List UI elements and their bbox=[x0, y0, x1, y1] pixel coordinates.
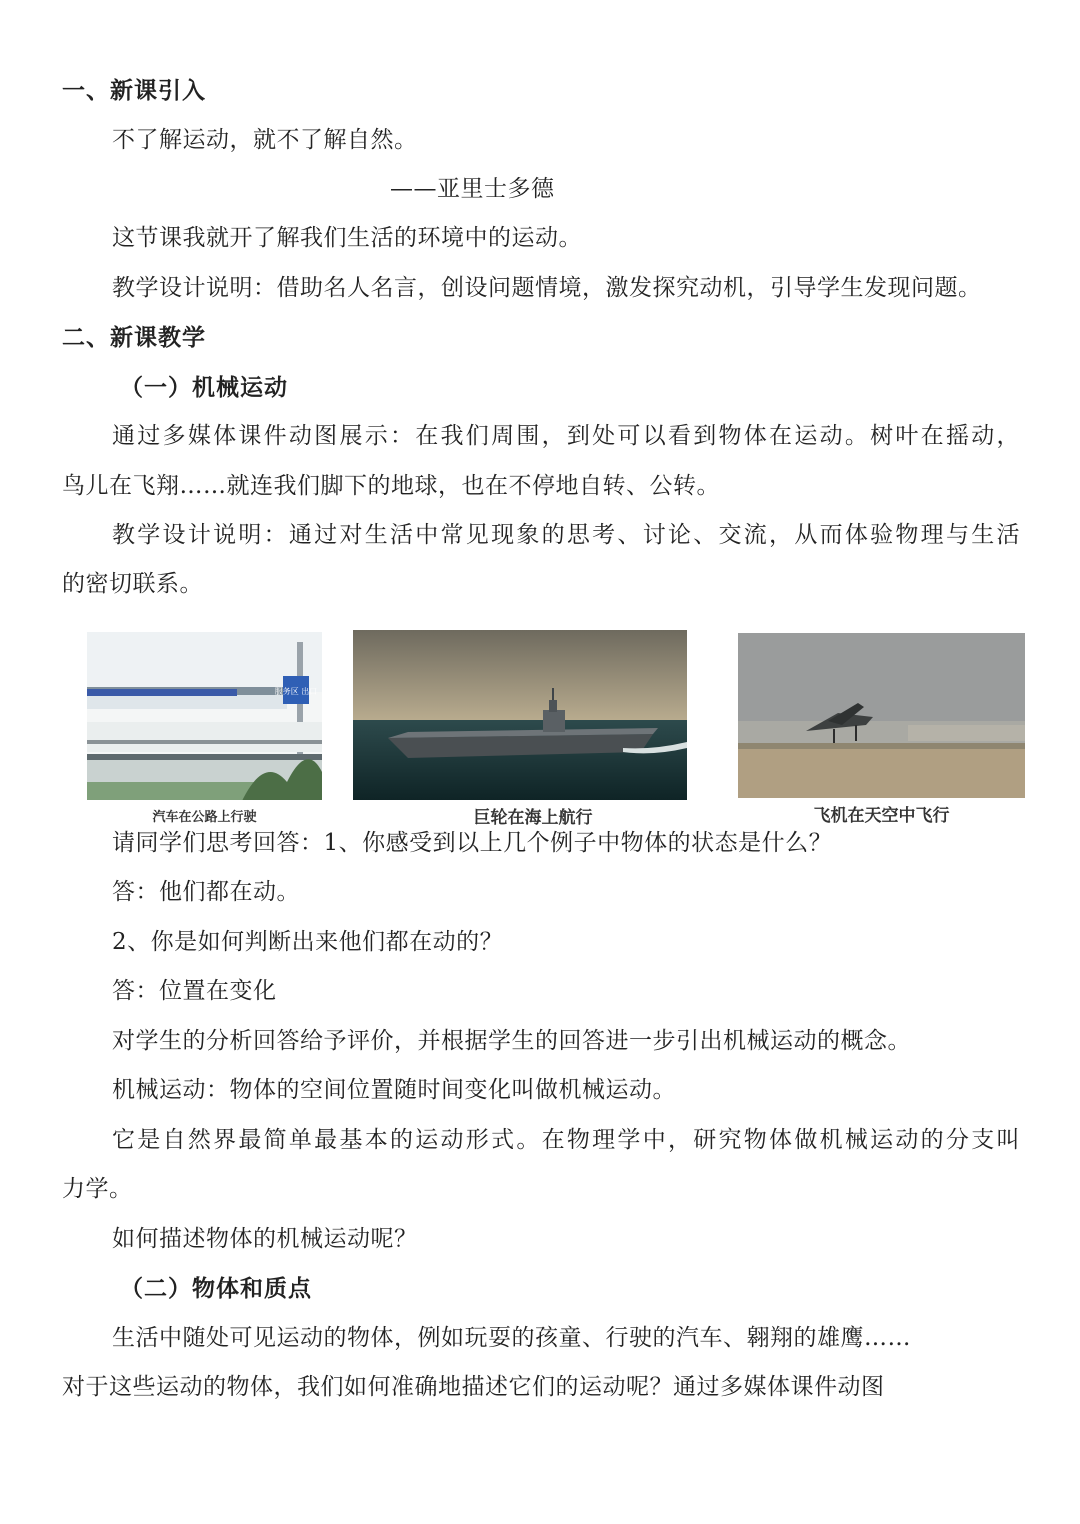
objects-paragraph-line2: 对于这些运动的物体，我们如何准确地描述它们的运动呢？通过多媒体课件动图 bbox=[62, 1374, 885, 1400]
mechanics-paragraph-line1: 它是自然界最简单最基本的运动形式。在物理学中，研究物体做机械运动的分支叫 bbox=[112, 1127, 1020, 1153]
design-note-1: 教学设计说明：借助名人名言，创设问题情境，激发探究动机，引导学生发现问题。 bbox=[112, 275, 982, 301]
car-on-highway-image bbox=[87, 632, 322, 812]
describe-motion-question: 如何描述物体的机械运动呢？ bbox=[112, 1226, 418, 1252]
aircraft-carrier-image bbox=[353, 630, 687, 800]
design-note-2-line1: 教学设计说明：通过对生活中常见现象的思考、讨论、交流，从而体验物理与生活 bbox=[112, 522, 1020, 548]
famous-quote: 不了解运动，就不了解自然。 bbox=[112, 127, 418, 153]
quote-attribution: ——亚里士多德 bbox=[390, 176, 555, 202]
airplane-image bbox=[738, 633, 1025, 798]
intro-paragraph: 这节课我就开了解我们生活的环境中的运动。 bbox=[112, 225, 582, 251]
answer-2: 答：位置在变化 bbox=[112, 978, 277, 1004]
image-caption-ship: 巨轮在海上航行 bbox=[473, 808, 593, 828]
design-note-2-line2: 的密切联系。 bbox=[62, 571, 203, 597]
evaluation-paragraph: 对学生的分析回答给予评价，并根据学生的回答进一步引出机械运动的概念。 bbox=[112, 1028, 911, 1054]
image-caption-airplane: 飞机在天空中飞行 bbox=[813, 806, 950, 826]
road-sign-text: 服务区 出口 bbox=[274, 687, 318, 696]
image-caption-car: 汽车在公路上行驶 bbox=[152, 810, 257, 825]
question-2: 2、你是如何判断出来他们都在动的？ bbox=[112, 929, 504, 955]
section-heading-teaching: 二、新课教学 bbox=[62, 324, 206, 351]
definition-paragraph: 机械运动：物体的空间位置随时间变化叫做机械运动。 bbox=[112, 1077, 676, 1103]
answer-1: 答：他们都在动。 bbox=[112, 879, 300, 905]
objects-paragraph-line1: 生活中随处可见运动的物体，例如玩耍的孩童、行驶的汽车、翱翔的雄鹰…… bbox=[112, 1325, 911, 1351]
subsection-heading-mechanical-motion: （一）机械运动 bbox=[120, 374, 288, 401]
subsection-heading-object-particle: （二）物体和质点 bbox=[120, 1275, 312, 1302]
question-1: 请同学们思考回答：1、你感受到以上几个例子中物体的状态是什么？ bbox=[112, 830, 833, 856]
section-heading-intro: 一、新课引入 bbox=[62, 77, 206, 104]
mechanics-paragraph-line2: 力学。 bbox=[62, 1176, 133, 1202]
paragraph-motion-line2: 鸟儿在飞翔……就连我们脚下的地球，也在不停地自转、公转。 bbox=[62, 473, 720, 499]
paragraph-motion-line1: 通过多媒体课件动图展示：在我们周围，到处可以看到物体在运动。树叶在摇动， bbox=[112, 423, 1020, 449]
